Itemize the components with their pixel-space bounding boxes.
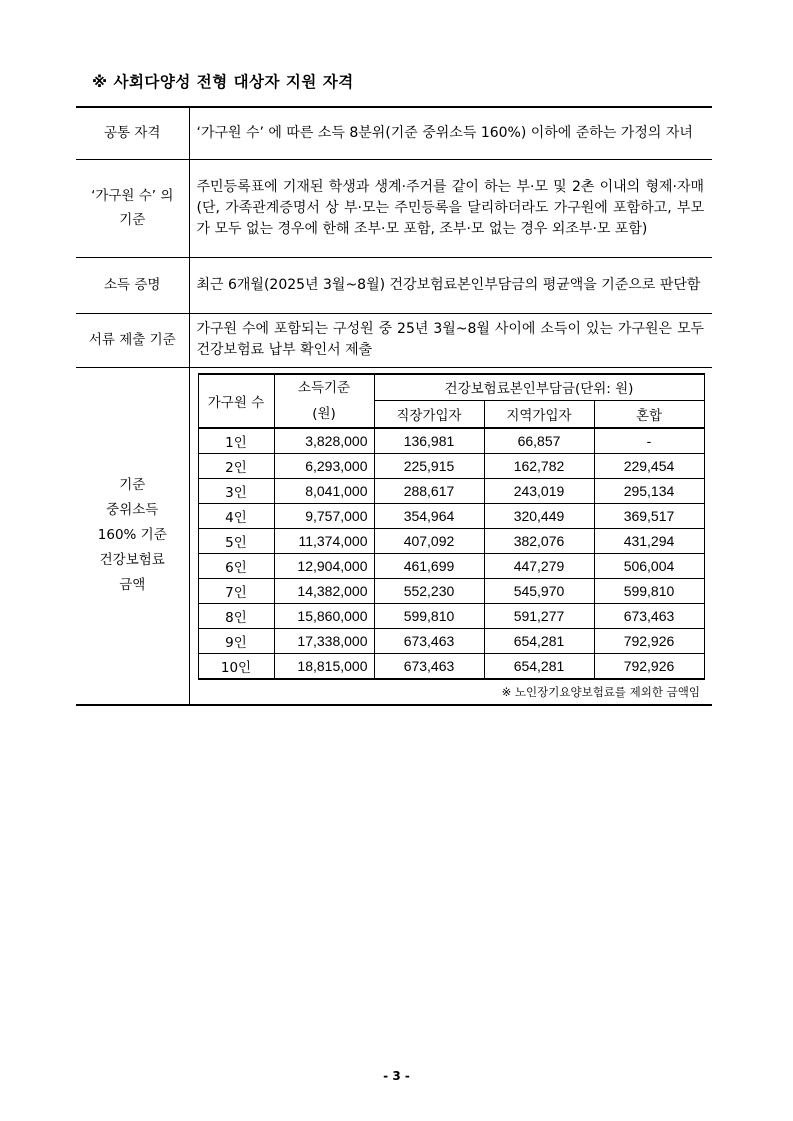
workplace-cell: 407,092 [374, 528, 484, 553]
median-label-line: 기준 [119, 477, 146, 493]
mixed-cell: 229,454 [594, 453, 704, 478]
table-row [198, 453, 704, 478]
household-label-line1: ‘가구원 수’ 의 [91, 188, 174, 204]
regional-cell: 545,970 [484, 578, 594, 603]
table-row [198, 653, 704, 679]
mixed-cell: 431,294 [594, 528, 704, 553]
mixed-cell: 599,810 [594, 578, 704, 603]
premium-table-cell [189, 367, 712, 705]
mixed-cell: 792,926 [594, 628, 704, 653]
household-label [76, 159, 189, 257]
income-cell: 8,041,000 [274, 478, 374, 503]
mixed-cell: 295,134 [594, 478, 704, 503]
documents-label: 서류 제출 기준 [76, 313, 189, 367]
table-note: ※ 노인장기요양보험료를 제외한 금액임 [501, 684, 700, 699]
income-cell: 15,860,000 [274, 603, 374, 628]
workplace-cell: 599,810 [374, 603, 484, 628]
premium-header: 건강보험료본인부담금(단위: 원) [374, 374, 704, 401]
common-row [76, 107, 712, 159]
premium-table-body [198, 428, 704, 679]
household-count-header: 가구원 수 [198, 374, 274, 428]
workplace-cell: 552,230 [374, 578, 484, 603]
household-cell: 4인 [198, 503, 274, 528]
median-label-line: 중위소득 [106, 502, 159, 518]
income-cell: 18,815,000 [274, 653, 374, 679]
regional-cell: 382,076 [484, 528, 594, 553]
table-row [198, 528, 704, 553]
household-cell: 8인 [198, 603, 274, 628]
mixed-cell: 673,463 [594, 603, 704, 628]
premium-table [198, 373, 705, 680]
workplace-header: 직장가입자 [374, 401, 484, 428]
income-cell: 6,293,000 [274, 453, 374, 478]
household-row [76, 159, 712, 257]
table-row [198, 603, 704, 628]
household-cell: 7인 [198, 578, 274, 603]
income-cell: 3,828,000 [274, 428, 374, 454]
household-cell: 1인 [198, 428, 274, 454]
table-row [198, 553, 704, 578]
mixed-cell: 792,926 [594, 653, 704, 679]
table-row [198, 578, 704, 603]
documents-text: 가구원 수에 포함되는 구성원 중 25년 3월~8월 사이에 소득이 있는 가구원은 모두 건강보험료 납부 확인서 제출 [196, 321, 704, 358]
table-row [198, 478, 704, 503]
workplace-cell: 461,699 [374, 553, 484, 578]
household-text: 주민등록표에 기재된 학생과 생계·주거를 같이 하는 부·모 및 2촌 이내의 형제·자매(단, 가족관계증명서 상 부·모는 주민등록을 달리하더라도 가구원에 포함하고, 부모가 모두 없는 경우에 한해 조부·모 포함, 조부·모 없는 경우 외조부·모 포함) [196, 178, 704, 237]
common-text: ‘가구원 수’ 에 따른 소득 8분위(기준 중위소득 160%) 이하에 준하는 가정의 자녀 [196, 124, 693, 141]
income-standard-header-line2: (원) [312, 405, 336, 422]
income-cell: 14,382,000 [274, 578, 374, 603]
household-cell: 5인 [198, 528, 274, 553]
median-row [76, 367, 712, 705]
workplace-cell: 225,915 [374, 453, 484, 478]
household-cell: 6인 [198, 553, 274, 578]
median-label-line: 금액 [119, 577, 146, 593]
household-label-line2: 기준 [119, 212, 146, 228]
regional-cell: 654,281 [484, 628, 594, 653]
mixed-cell: - [594, 428, 704, 454]
workplace-cell: 354,964 [374, 503, 484, 528]
eligibility-table [76, 106, 712, 706]
mixed-header: 혼합 [594, 401, 704, 428]
income-standard-header [274, 374, 374, 428]
regional-cell: 66,857 [484, 428, 594, 454]
income-cell: 17,338,000 [274, 628, 374, 653]
income-text: 최근 6개월(2025년 3월~8월) 건강보험료본인부담금의 평균액을 기준으로 판단함 [196, 276, 701, 293]
median-label-line: 건강보험료 [99, 552, 165, 568]
household-cell: 10인 [198, 653, 274, 679]
regional-cell: 243,019 [484, 478, 594, 503]
regional-cell: 320,449 [484, 503, 594, 528]
income-row [76, 257, 712, 313]
regional-cell: 654,281 [484, 653, 594, 679]
median-label [76, 367, 189, 705]
income-cell: 11,374,000 [274, 528, 374, 553]
documents-row [76, 313, 712, 367]
table-row [198, 428, 704, 454]
table-row [198, 628, 704, 653]
income-standard-header-line1: 소득기준 [297, 379, 351, 396]
household-cell: 2인 [198, 453, 274, 478]
regional-cell: 591,277 [484, 603, 594, 628]
section-heading: ※ 사회다양성 전형 대상자 지원 자격 [92, 73, 354, 91]
regional-cell: 162,782 [484, 453, 594, 478]
workplace-cell: 673,463 [374, 628, 484, 653]
regional-cell: 447,279 [484, 553, 594, 578]
income-label: 소득 증명 [76, 257, 189, 313]
regional-header: 지역가입자 [484, 401, 594, 428]
common-label: 공통 자격 [76, 107, 189, 159]
table-row [198, 503, 704, 528]
income-cell: 9,757,000 [274, 503, 374, 528]
workplace-cell: 288,617 [374, 478, 484, 503]
household-cell: 9인 [198, 628, 274, 653]
workplace-cell: 136,981 [374, 428, 484, 454]
household-cell: 3인 [198, 478, 274, 503]
mixed-cell: 369,517 [594, 503, 704, 528]
income-cell: 12,904,000 [274, 553, 374, 578]
page-number: - 3 - [383, 1069, 410, 1083]
median-label-line: 160% 기준 [97, 527, 167, 543]
workplace-cell: 673,463 [374, 653, 484, 679]
mixed-cell: 506,004 [594, 553, 704, 578]
